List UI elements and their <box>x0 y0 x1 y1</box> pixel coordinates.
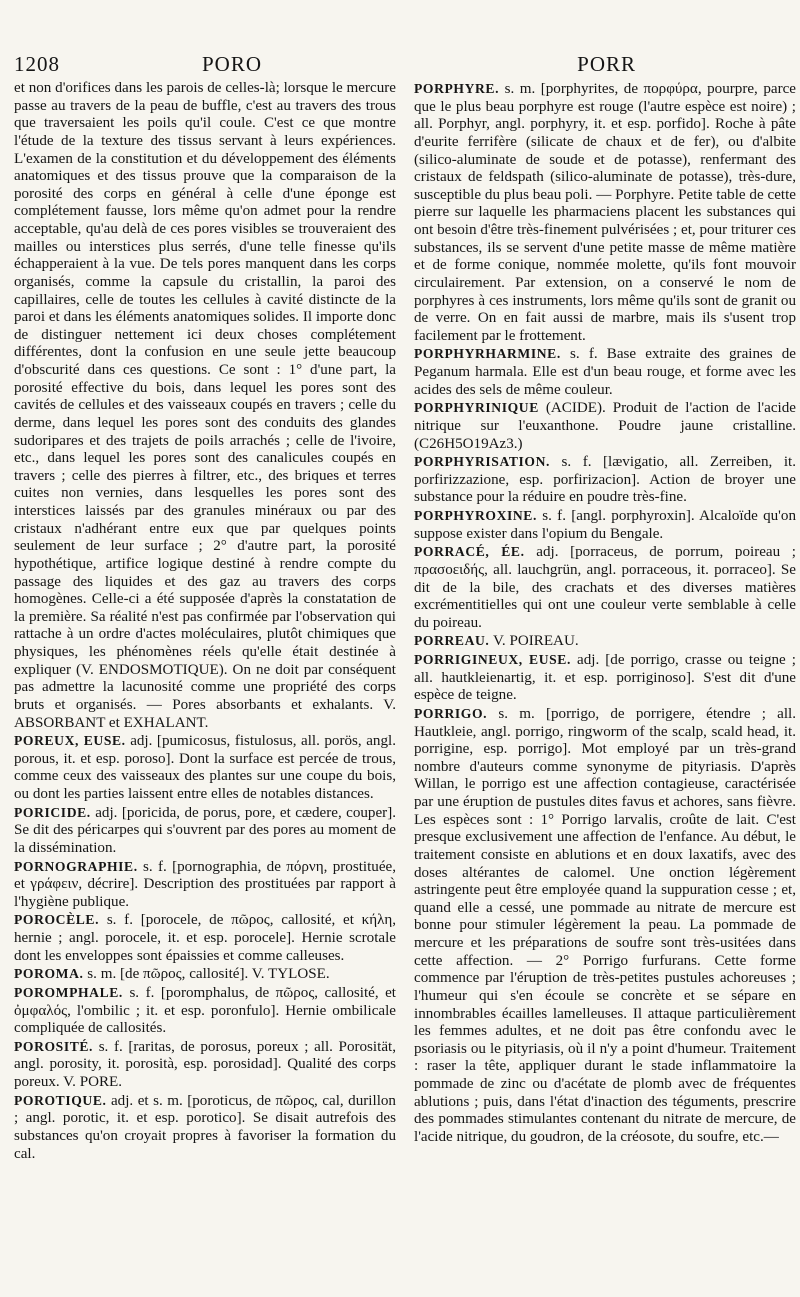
definition: s. m. [porrigo, de porrigere, étendre ; all. Hautkleie, angl. porrigo, ringworm of the scalp, scald head, it. porrigine, esp. porrigo]. Mot employé par un très-grand nombre d'auteurs comme synonyme de pityriasis. D'après Willan, le porrigo est une affection contagieuse, caractérisée par une éruption de pustules dites favus et achores, sans fièvre. Les espèces sont : 1° Porrigo larvalis, croûte de lait. C'est presque exclusivement une affection de l'enfance. Au début, le traitement consiste en ablutions et en doux laxatifs, avec des doses altérantes de calomel. Une onction légèrement astringente peut être employée quand la suppuration cesse ; et, quand elle a cessé, une pommade au nitrate de mercure est bonne pour stimuler légèrement la peau. La pommade de mercure et les préparations de soufre sont très-usitées dans cette affection. — 2° Porrigo furfurans. Cette forme commence par l'éruption de très-petites pustules achoreuses ; l'humeur qui s'en écoule se concrète et se sépare en innombrables écailles lamelleuses. Il attaque particulièrement les femmes adultes, et ne doit pas être confondu avec le psoriasis ou le pityriasis, où il n'y a point d'humeur. Traitement : raser la tête, appliquer durant le stade inflammatoire la pommade de zinc ou d'acétate de plomb avec de fréquentes ablutions ; puis, dans l'état d'inaction des téguments, prescrire des pommades stimulantes contenant du nitrate de mercure, de l'acide nitrique, du goudron, de la créosote, du soufre, etc.— <box>414 705 797 1145</box>
definition: s. f. Base extraite des graines de Peganum harmala. Elle est d'un beau rouge, et forme avec les acides des sels de même couleur. <box>414 346 796 398</box>
left-running-head: PORO <box>202 52 263 76</box>
entry-poroma <box>14 965 396 984</box>
headword: POROSITÉ. <box>14 1038 94 1054</box>
entry-porphyrharmine <box>414 345 796 399</box>
headword: POREUX, EUSE. <box>14 733 126 749</box>
headword: PORRIGINEUX, EUSE. <box>414 652 571 667</box>
headword: PORNOGRAPHIE. <box>14 858 138 874</box>
headword: PORRIGO. <box>414 705 488 721</box>
definition: s. f. [raritas, de porosus, poreux ; all. Porosität, angl. porosity, it. porosità, esp. porosidad]. Qualité des corps poreux. V. PORE. <box>14 1038 396 1090</box>
entry-porotique <box>14 1092 396 1164</box>
page-number: 1208 <box>14 52 60 76</box>
definition: s. f. [pornographia, de πόρνη, prostituée, et γράφειν, décrire]. Description des prostituées par rapport à l'hygiène publique. <box>14 858 396 910</box>
definition: adj. [porraceus, de porrum, poireau ; πρασοειδής, all. lauchgrün, angl. porraceous, it. porraceo]. Se dit de la bile, des crachats et des diverses matières excrémentitielles qui ont une couleur verte semblable à celle du poireau. <box>414 544 796 631</box>
headword: PORRACÉ, ÉE. <box>414 544 525 560</box>
definition: s. m. [porphyrites, de πορφύρα, pourpre, parce que le plus beau porphyre est rouge (l'autre espèce est noire) ; all. Porphyr, angl. porphyry, it. et esp. porfido]. Roche à pâte d'eurite ferrifère (silicate de chaux et de fer), ou d'albite (silico-aluminate de soude et de potasse), renfermant des cristaux de feldspath (silico-aluminate de potasse), très-dure, susceptible du plus beau poli. — Porphyre. Petite table de cette pierre sur laquelle les pharmaciens placent les substances qui ont besoin d'être très-finement pulvérisées ; et, pour triturer ces substances, ils se servent d'une petite masse de même matière et de forme conique, nommée molette, qu'ils font mouvoir circulairement. Par extension, on a conservé le nom de porphyres à ces instruments, lors même qu'ils sont de granit ou de verre. On en fait aussi de marbre, mais ils s'usent trop facilement par le frottement. <box>414 81 796 344</box>
entry-porphyrisation <box>414 453 796 507</box>
headword: PORPHYRE. <box>414 81 500 96</box>
definition: s. f. [porocele, de πῶρος, callosité, et κήλη, hernie ; angl. porocele, it. et esp. porocele]. Hernie scrotale dont les enveloppes sont épaissies et comme calleuses. <box>14 912 396 964</box>
left-column <box>14 80 396 1163</box>
porosite-article-continuation: et non d'orifices dans les parois de celles-là; lorsque le mercure passe au travers de la peau de buffle, c'est au travers des trous que traversaient les poils qu'il coule. C'est ce que montre l'étude de la texture des tissus servant à leurs expériences. L'examen de la constitution et du développement des éléments anatomiques et des tissus prouve que la comparaison de la porosité des corps en général à celle d'une éponge est complétement fausse, lors même qu'on admet pour la rendre acceptable, qu'au delà de ces pores visibles se trouveraient des mailles ou interstices plus serrés, d'une telle finesse qu'ils échapperaient à la vue. De tels pores manquent dans les corps organisés, comme la capsule du cristallin, la paroi des capillaires, celle de toutes les cellules à cavité distincte de la paroi et dans les éléments anatomiques solides. Il importe donc de distinguer nettement ici deux choses complétement différentes, dont la confusion en une seule jette beaucoup d'obscurité dans ces questions. Ce sont : 1° d'une part, la porosité effective du bois, dans lequel les pores sont des cavités de cellules et des vaisseaux coupés en travers ; celle du derme, dans lequel les pores sont des conduits des glandes sudoripares et des trajets de poils arrachés ; celle de l'ivoire, etc., dans lequel les pores sont des canalicules coupés en travers ; celle des pierres à filtrer, etc., des briques et terres cuites non vernies, dans lesquelles les pores sont des interstices laissés par des granules minéraux ou par des cristaux n'adhérant entre eux que par quelques points seulement de leur surface ; 2° d'autre part, la porosité hypothétique, artifice logique destiné à rendre compte du passage des liquides et des gaz au travers des corps homogènes. Celle-ci a été supposée d'après la constatation de la première. Sa réalité n'est pas confirmée par l'observation qui rattache à un ordre d'actes moléculaires, plutôt chimiques que physiques, les phénomènes réels qu'elle était destinée à expliquer (V. ENDOSMOTIQUE). On ne doit par conséquent pas admettre la lacunosité comme une propriété des corps bruts et organisés. — Pores absorbants et exhalants. V. ABSORBANT et EXHALANT. <box>14 80 396 731</box>
headword: POROTIQUE. <box>14 1092 107 1108</box>
entry-porocele <box>14 911 396 965</box>
definition: s. m. [de πῶρος, callosité]. V. TYLOSE. <box>87 966 330 983</box>
headword: POROMA. <box>14 966 84 982</box>
definition: adj. [de porrigo, crasse ou teigne ; all. hautkleienartig, it. et esp. porriginoso]. S'est dit d'une espèce de teigne. <box>414 652 796 704</box>
entry-porrigineux <box>414 651 796 705</box>
entry-porrace <box>414 543 796 632</box>
definition: adj. [pumicosus, fistulosus, all. porös, angl. porous, it. et esp. poroso]. Dont la surface est percée de trous, comme ceux des vaisseaux des plantes sur une coupe du bois, ou dont les parties laissent entre elles de notables distances. <box>14 733 396 802</box>
headword: PORPHYRISATION. <box>414 454 551 470</box>
headword: PORREAU. <box>414 633 490 649</box>
right-column <box>414 80 796 1147</box>
headword: PORPHYRINIQUE <box>414 400 539 416</box>
definition: s. f. [poromphalus, de πῶρος, callosité, et ὀμφαλός, l'ombilic ; it. et esp. poronfulo]. Hernie ombilicale compliquée de callosités. <box>14 984 397 1037</box>
headword: PORICIDE. <box>14 804 91 820</box>
definition: (ACIDE). Produit de l'action de l'acide nitrique sur l'euxanthone. Poudre jaune cristalline. (C26H5O19Az3.) <box>414 400 796 452</box>
entry-pornographie <box>14 858 396 912</box>
headword: POROCÈLE. <box>14 912 100 928</box>
entry-poromphale <box>14 984 396 1038</box>
definition: adj. [poricida, de porus, pore, et cædere, couper]. Se dit des péricarpes qui s'ouvrent par des pores au moment de la dissémination. <box>14 804 396 856</box>
entry-porosite <box>14 1038 396 1092</box>
definition: s. f. [lævigatio, all. Zerreiben, it. porfirizzazione, esp. porfirizacion]. Action de broyer une substance pour la réduire en poudre très-fine. <box>414 454 796 506</box>
definition: adj. et s. m. [poroticus, de πῶρος, cal, durillon ; angl. porotic, it. et esp. porotico]. Se disait autrefois des substances qu'on croyait propres à favoriser la formation du cal. <box>14 1092 396 1162</box>
definition: V. POIREAU. <box>492 633 579 650</box>
definition: s. f. [angl. porphyroxin]. Alcaloïde qu'on suppose exister dans l'opium du Bengale. <box>414 508 796 542</box>
entry-porphyrinique <box>414 399 796 453</box>
right-running-head: PORR <box>577 52 636 76</box>
entry-porrigo <box>414 705 796 1147</box>
headword: PORPHYRHARMINE. <box>414 346 561 362</box>
page-header <box>14 52 786 78</box>
entry-poreux <box>14 732 396 804</box>
entry-porphyre <box>414 80 796 345</box>
headword: PORPHYROXINE. <box>414 508 537 523</box>
entry-porreau <box>414 632 796 651</box>
headword: POROMPHALE. <box>14 984 123 1000</box>
entry-poricide <box>14 804 396 858</box>
entry-porphyroxine <box>414 507 796 543</box>
